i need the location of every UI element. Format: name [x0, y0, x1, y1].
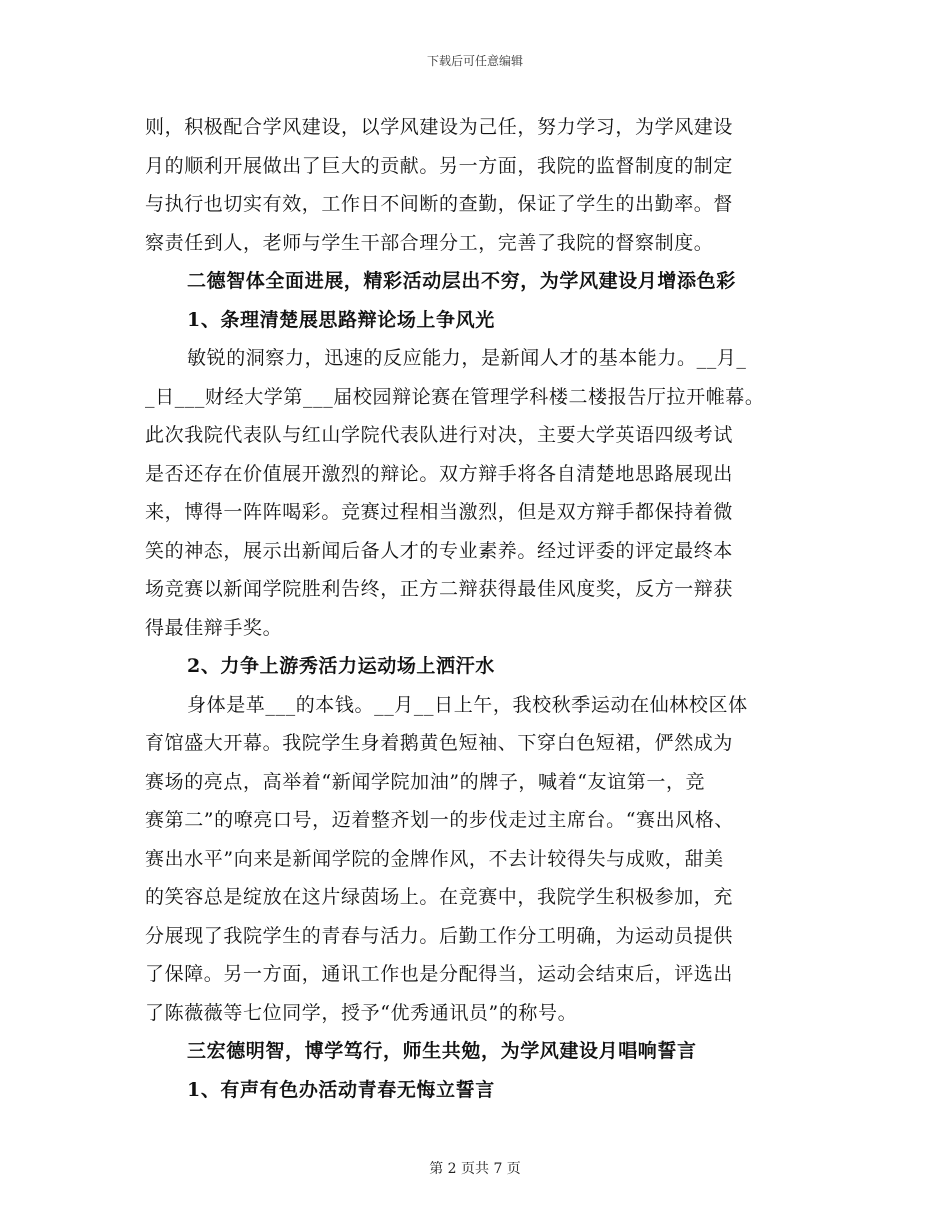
paragraph-line: 来，博得一阵阵喝彩。竞赛过程相当激烈，但是双方辩手都保持着微 — [145, 501, 734, 523]
paragraph-line: 与执行也切实有效，工作日不间断的查勤，保证了学生的出勤率。督 — [145, 193, 734, 215]
paragraph-line: 则，积极配合学风建设，以学风建设为己任，努力学习，为学风建设 — [145, 116, 734, 138]
page-footer: 第 2 页共 7 页 — [429, 1161, 521, 1177]
paragraph-line: 此次我院代表队与红山学院代表队进行对决，主要大学英语四级考试 — [145, 424, 734, 446]
page-header: 下载后可任意编辑 — [426, 54, 523, 68]
paragraph-line: 场竞赛以新闻学院胜利告终，正方二辩获得最佳风度奖，反方一辩获 — [145, 578, 734, 600]
section-heading: 2、力争上游秀活力运动场上洒汗水 — [187, 655, 495, 677]
section-heading: 1、条理清楚展思路辩论场上争风光 — [187, 308, 495, 331]
paragraph-line: 了保障。另一方面，通讯工作也是分配得当，运动会结束后，评选出 — [145, 963, 734, 985]
paragraph-line: 是否还存在价值展开激烈的辩论。双方辩手将各自清楚地思路展现出 — [145, 462, 734, 485]
section-heading: 二德智体全面进展，精彩活动层出不穷，为学风建设月增添色彩 — [187, 270, 736, 292]
paragraph-line: 月的顺利开展做出了巨大的贡献。另一方面，我院的监督制度的制定 — [145, 154, 734, 177]
paragraph-line: 身体是革___的本钱。__月__日上午，我校秋季运动在仙林校区体 — [187, 693, 748, 716]
paragraph-line: 赛场的亮点，高举着“新闻学院加油”的牌子，喊着“友谊第一，竞 — [145, 770, 706, 793]
section-heading: 三宏德明智，博学笃行，师生共勉，为学风建设月唱响誓言 — [187, 1040, 697, 1062]
paragraph-line: 笑的神态，展示出新闻后备人才的专业素养。经过评委的评定最终本 — [145, 539, 734, 562]
paragraph-line: 的笑容总是绽放在这片绿茵场上。在竞赛中，我院学生积极参加，充 — [145, 886, 734, 908]
paragraph-line: 赛第二”的嘹亮口号，迈着整齐划一的步伐走过主席台。“赛出风格、 — [145, 809, 735, 831]
paragraph-line: _日___财经大学第___届校园辩论赛在管理学科楼二楼报告厅拉开帷幕。 — [145, 385, 765, 408]
document-body — [145, 108, 815, 1109]
paragraph-line: 育馆盛大开幕。我院学生身着鹅黄色短袖、下穿白色短裙，俨然成为 — [145, 732, 734, 754]
paragraph-line: 得最佳辩手奖。 — [145, 616, 283, 639]
paragraph-line: 赛出水平”向来是新闻学院的金牌作风，不去计较得失与成败，甜美 — [145, 847, 724, 870]
paragraph-line: 了陈薇薇等七位同学，授予“优秀通讯员”的称号。 — [145, 1001, 578, 1024]
paragraph-line: 敏锐的洞察力，迅速的反应能力，是新闻人才的基本能力。__月_ — [187, 347, 747, 369]
paragraph-line: 察责任到人，老师与学生干部合理分工，完善了我院的督察制度。 — [145, 231, 714, 254]
section-heading: 1、有声有色办活动青春无悔立誓言 — [187, 1078, 495, 1101]
paragraph-line: 分展现了我院学生的青春与活力。后勤工作分工明确，为运动员提供 — [145, 924, 734, 947]
